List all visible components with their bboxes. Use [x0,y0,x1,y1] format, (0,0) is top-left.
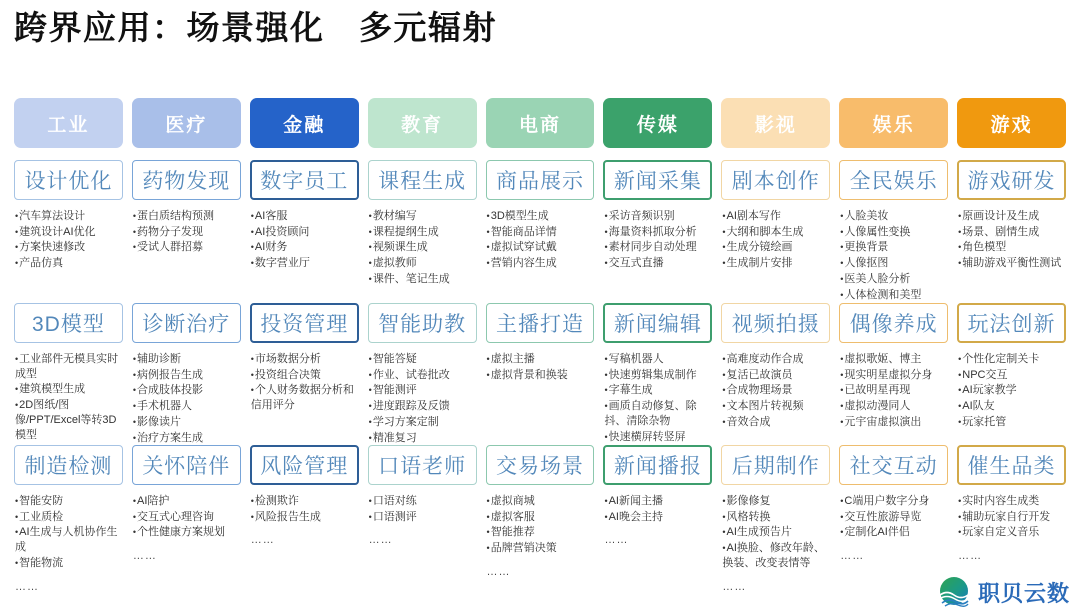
scenario-item: • 医美人脸分析 [840,272,948,287]
scenario-cell [839,445,948,595]
ellipsis-more: …… [15,580,39,593]
scenario-item: • 教材编写 [369,209,477,224]
ellipsis-more: …… [368,534,393,547]
scenario-cell [368,445,477,595]
scenario-item: • 蛋白质结构预测 [133,209,241,224]
scenario-item: • 影像读片 [133,415,241,430]
scenario-cell [721,445,830,595]
scenario-cell [721,303,830,433]
scenario-title-box [132,160,241,200]
scenario-cell [14,303,123,441]
scenario-item-list [604,209,712,271]
scenario-title-box [132,303,241,343]
scenario-title: 投资管理 [260,313,349,336]
ellipsis-more: …… [840,550,865,563]
scenario-cell [957,303,1066,433]
scenario-title: 数字员工 [260,170,349,193]
scenario-item: • 画质自动修复、除抖、清除杂物 [604,399,712,428]
scenario-title: 主播打造 [495,313,584,336]
scenario-item: • 受试人群招募 [133,240,241,255]
scenario-title-box [14,303,123,343]
ellipsis-more: …… [604,534,629,547]
scenario-title-box [603,160,712,200]
scenario-item-list [840,352,948,430]
column-header-label: 传媒 [636,114,679,136]
scenario-item: • 玩家托管 [958,415,1066,430]
scenario-title-box [14,445,123,485]
scenario-item: • 风格转换 [722,510,830,525]
ellipsis-more: …… [250,534,275,547]
scenario-cell [132,445,241,595]
scenario-item-list [722,352,830,430]
scenario-item: • 数字营业厅 [251,256,359,271]
scenario-title-box [957,303,1066,343]
scenario-item: • 已故明星再现 [840,383,948,398]
scenario-item: • 虚拟主播 [487,352,595,367]
ellipsis-more: …… [132,550,157,563]
scenario-item: • 智能商品详情 [487,225,595,240]
scenario-cell [603,445,712,595]
scenario-cell [132,160,241,291]
scenario-item: • 智能测评 [369,383,477,398]
column-header-2 [132,98,241,148]
scenario-cell [14,445,123,595]
scenario-item-list [840,209,948,302]
column-header-5 [486,98,595,148]
scenario-item: • 辅助玩家自行开发 [958,510,1066,525]
scenario-item: • 字幕生成 [604,383,712,398]
scenario-item: • 实时内容生成类 [958,494,1066,509]
scenario-item: • 人脸美妆 [840,209,948,224]
scenario-title-box [250,303,359,343]
scenario-item: • 智能答疑 [369,352,477,367]
scenario-title: 诊断治疗 [142,313,231,336]
scenario-item-list [722,209,830,271]
scenario-item: • 复活已故演员 [722,368,830,383]
scenario-item-list [958,209,1066,271]
scenario-item: • 人像抠图 [840,256,948,271]
scenario-item-list [369,209,477,287]
scenario-title: 关怀陪伴 [142,455,231,478]
scenario-item: • 素材同步自动处理 [604,240,712,255]
column-header-label: 教育 [401,114,444,136]
scenario-title-box [957,160,1066,200]
scenario-item: • AI玩家教学 [958,383,1066,398]
scenario-item: • 口语测评 [369,510,477,525]
brand-footer [935,575,1070,609]
scenario-item: • 虚拟商城 [487,494,595,509]
scenario-item: • 工业部件无模具实时成型 [15,352,123,381]
scenario-item: • 合成物理场景 [722,383,830,398]
scenario-cell [486,160,595,291]
scenario-title-box [721,445,830,485]
scenario-title-box [250,445,359,485]
scenario-item-list [15,494,123,594]
scenario-cell [839,160,948,301]
scenario-item: • NPC交互 [958,368,1066,383]
scenario-cell [368,303,477,444]
column-header-4 [368,98,477,148]
scenario-title-box [14,160,123,200]
scenario-item: • 手术机器人 [133,399,241,414]
scenario-item: • AI财务 [251,240,359,255]
scenario-item: • 风险报告生成 [251,510,359,525]
column-header-8 [839,98,948,148]
column-header-label: 电商 [518,114,561,136]
scenario-title: 游戏研发 [967,170,1056,193]
scenario-item-list [604,352,712,444]
scenario-title-box [368,303,477,343]
scenario-item: • 检测欺诈 [251,494,359,509]
scenario-item-list [722,494,830,594]
scenario-item: • AI投资顾问 [251,225,359,240]
scenario-title: 口语老师 [378,455,467,478]
scenario-item-list [133,352,241,445]
scenario-item: • AI生成预告片 [722,525,830,540]
scenario-item: • 智能物流 [15,556,123,571]
scenario-item: • 进度跟踪及反馈 [369,399,477,414]
scenario-item: • 生成分镜绘画 [722,240,830,255]
scenario-item: • 药物分子发现 [133,225,241,240]
scenario-title-box [486,445,595,485]
scenario-item: • 智能推荐 [487,525,595,540]
scenario-item-list [133,494,241,564]
scenario-item: • 个性健康方案规划 [133,525,241,540]
scenario-item-list [251,209,359,271]
scenario-item: • 元宇宙虚拟演出 [840,415,948,430]
column-header-3 [250,98,359,148]
scenario-title-box [486,303,595,343]
scenario-item: • 虚拟背景和换装 [487,368,595,383]
column-header-9 [957,98,1066,148]
scenario-title-box [839,303,948,343]
scenario-item: • 采访音频识别 [604,209,712,224]
scenario-item: • 快速横屏转竖屏 [604,430,712,445]
scenario-item: • 角色模型 [958,240,1066,255]
scenario-title: 新闻播报 [613,455,702,478]
scenario-title: 新闻编辑 [613,313,702,336]
scenario-item: • 定制化AI伴侣 [840,525,948,540]
scenario-item: • 病例报告生成 [133,368,241,383]
scenario-item: • 产品仿真 [15,256,123,271]
scenario-item: • 2D图纸/图像/PPT/Excel等转3D模型 [15,398,123,442]
scenario-title: 风险管理 [260,455,349,478]
scenario-item: • 智能安防 [15,494,123,509]
scenario-item: • 快速剪辑集成制作 [604,368,712,383]
scenario-title: 商品展示 [495,170,584,193]
scenario-item: • 合成肢体投影 [133,383,241,398]
scenario-item: • 建筑设计AI优化 [15,225,123,240]
scenario-item: • AI晚会主持 [604,510,712,525]
scenario-title-box [368,160,477,200]
scenario-item: • 音效合成 [722,415,830,430]
scenario-item: • 营销内容生成 [487,256,595,271]
scenario-item: • 学习方案定制 [369,415,477,430]
scenario-item-list [958,494,1066,564]
scenario-cell [250,303,359,433]
column-header-label: 娱乐 [872,114,915,136]
scenario-title-box [839,445,948,485]
scenario-cell [486,303,595,433]
scenario-title: 社交互动 [849,455,938,478]
scenario-item: • 写稿机器人 [604,352,712,367]
scenario-item: • 大纲和脚本生成 [722,225,830,240]
scenario-cell [603,303,712,443]
scenario-item: • 品牌营销决策 [487,541,595,556]
scenario-title-box [603,445,712,485]
scenario-title-box [368,445,477,485]
ellipsis-more: …… [722,580,747,593]
scenario-item: • AI新闻主播 [604,494,712,509]
scenario-item-list [15,352,123,442]
scenario-item: • AI剧本写作 [722,209,830,224]
scenario-item-list [369,352,477,445]
scenario-cell [250,445,359,595]
scenario-item: • 人体检测和美型 [840,288,948,303]
scenario-item: • 口语对练 [369,494,477,509]
scenario-title-box [957,445,1066,485]
scenario-title: 全民娱乐 [849,170,938,193]
scenario-title: 课程生成 [378,170,467,193]
scenario-item: • 治疗方案生成 [133,431,241,446]
scenario-cell [486,445,595,595]
scenario-item: • AI生成与人机协作生成 [15,525,123,554]
scenario-title: 玩法创新 [967,313,1056,336]
scenario-item-list [487,494,595,580]
scenario-item-list [251,352,359,413]
scenario-item: • 个人财务数据分析和信用评分 [251,383,359,412]
scenario-item: • 市场数据分析 [251,352,359,367]
scenario-item: • 建筑模型生成 [15,382,123,397]
scenario-cell [603,160,712,291]
scenario-item: • 虚拟教师 [369,256,477,271]
scenario-title: 剧本创作 [731,170,820,193]
scenario-title: 视频拍摄 [731,313,820,336]
scenario-item: • 影像修复 [722,494,830,509]
scenario-item-list [487,209,595,271]
column-header-label: 游戏 [990,114,1033,136]
column-header-label: 工业 [47,114,90,136]
scenario-title-box [603,303,712,343]
scenario-title: 催生品类 [967,455,1056,478]
scenario-cell [250,160,359,291]
scenario-title: 智能助教 [378,313,467,336]
ellipsis-more: …… [486,565,511,578]
scenario-title: 设计优化 [24,170,113,193]
application-matrix [14,98,1066,595]
column-header-label: 医疗 [165,114,208,136]
scenario-title-box [250,160,359,200]
scenario-item-list [251,494,359,548]
scenario-item: • 课程提纲生成 [369,225,477,240]
brand-logo-icon [935,575,973,609]
scenario-item: • AI换脸、修改年龄、换装、改变表情等 [722,541,830,570]
scenario-title: 新闻采集 [613,170,702,193]
scenario-item: • 交互式直播 [604,256,712,271]
scenario-item: • 玩家自定义音乐 [958,525,1066,540]
scenario-item: • 精准复习 [369,431,477,446]
brand-name: 职贝云数 [977,580,1070,606]
scenario-item: • 课件、笔记生成 [369,272,477,287]
scenario-item: • 工业质检 [15,510,123,525]
scenario-item: • C端用户数字分身 [840,494,948,509]
scenario-item: • AI客服 [251,209,359,224]
scenario-item: • 视频课生成 [369,240,477,255]
scenario-item-list [840,494,948,564]
page-title: 跨界应用：场景强化 多元辐射 [14,9,497,46]
scenario-cell [132,303,241,444]
scenario-item: • 交互性旅游导览 [840,510,948,525]
scenario-title-box [721,160,830,200]
scenario-item: • 3D模型生成 [487,209,595,224]
scenario-item: • 作业、试卷批改 [369,368,477,383]
scenario-item: • 现实明星虚拟分身 [840,368,948,383]
scenario-cell [839,303,948,433]
scenario-item: • 虚拟动漫同人 [840,399,948,414]
scenario-item: • 辅助诊断 [133,352,241,367]
scenario-title: 3D模型 [32,313,105,336]
scenario-item: • 方案快速修改 [15,240,123,255]
scenario-item: • 原画设计及生成 [958,209,1066,224]
scenario-item: • 场景、剧情生成 [958,225,1066,240]
scenario-title-box [721,303,830,343]
scenario-item: • 辅助游戏平衡性测试 [958,256,1066,271]
scenario-cell [957,160,1066,291]
scenario-title-box [132,445,241,485]
column-header-7 [721,98,830,148]
scenario-item-list [15,209,123,271]
scenario-item: • 更换背景 [840,240,948,255]
scenario-item: • 虚拟试穿试戴 [487,240,595,255]
scenario-item: • 交互式心理咨询 [133,510,241,525]
scenario-title-box [486,160,595,200]
scenario-title: 药物发现 [142,170,231,193]
scenario-item: • 虚拟歌姬、博主 [840,352,948,367]
scenario-item-list [133,209,241,255]
scenario-item: • 海量资料抓取分析 [604,225,712,240]
column-header-label: 影视 [754,114,797,136]
scenario-item-list [958,352,1066,430]
scenario-item-list [369,494,477,548]
scenario-item: • 个性化定制关卡 [958,352,1066,367]
scenario-item: • 文本图片转视频 [722,399,830,414]
scenario-cell [368,160,477,291]
scenario-item: • AI陪护 [133,494,241,509]
column-header-1 [14,98,123,148]
scenario-title-box [839,160,948,200]
scenario-item: • 汽车算法设计 [15,209,123,224]
ellipsis-more: …… [958,550,983,563]
scenario-item-list [604,494,712,548]
scenario-title: 偶像养成 [849,313,938,336]
scenario-item: • 人像属性变换 [840,225,948,240]
scenario-item: • 生成制片安排 [722,256,830,271]
scenario-cell [957,445,1066,595]
scenario-item: • 投资组合决策 [251,368,359,383]
column-header-6 [603,98,712,148]
scenario-item: • AI队友 [958,399,1066,414]
scenario-item-list [487,352,595,382]
scenario-title: 后期制作 [731,455,820,478]
scenario-cell [721,160,830,291]
scenario-title: 交易场景 [495,455,584,478]
scenario-item: • 高难度动作合成 [722,352,830,367]
scenario-title: 制造检测 [24,455,113,478]
scenario-item: • 虚拟客服 [487,510,595,525]
scenario-cell [14,160,123,291]
column-header-label: 金融 [283,114,326,136]
